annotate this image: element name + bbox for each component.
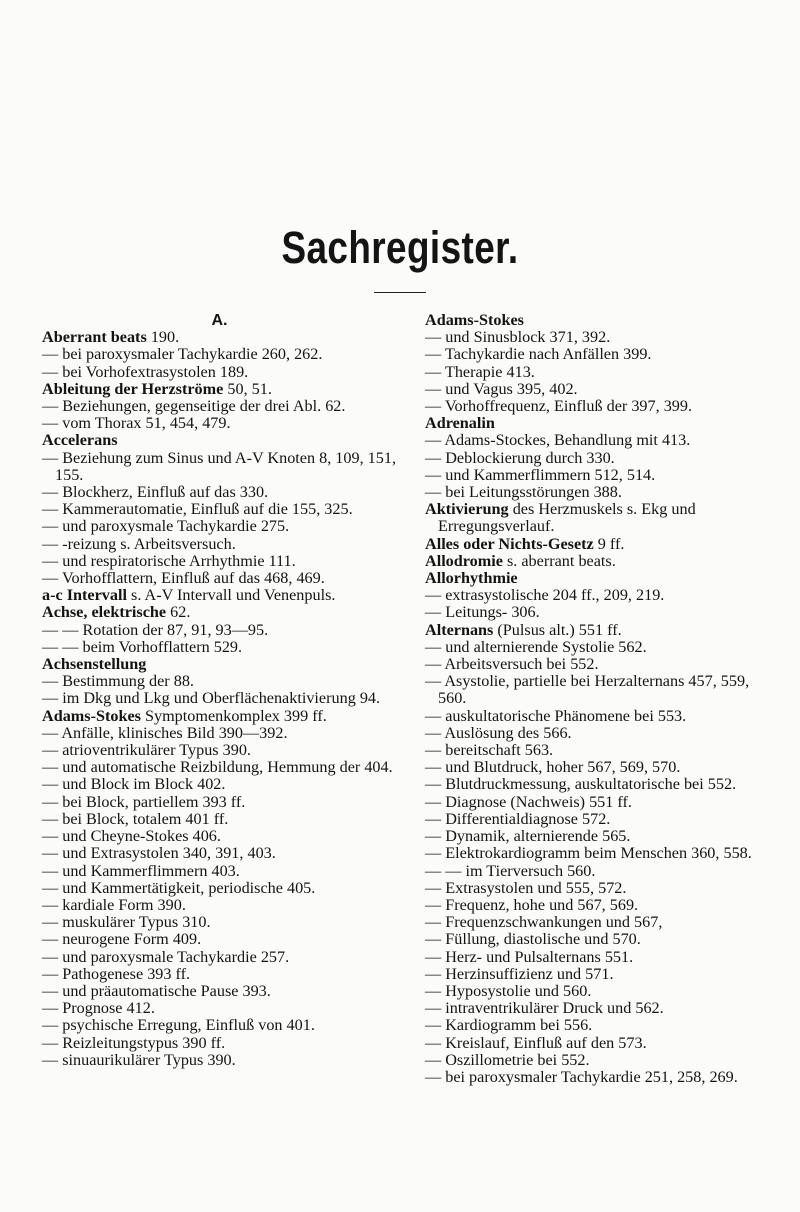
- index-entry-text: — Füllung, diastolische und 570.: [425, 930, 641, 949]
- index-entry: [42, 484, 397, 501]
- index-entry: [425, 983, 780, 1000]
- index-entry: [425, 1035, 780, 1052]
- index-entry-text: — Pathogenese 393 ff.: [42, 964, 191, 983]
- index-headword: Aktivierung: [425, 500, 509, 519]
- index-entry: [425, 828, 780, 845]
- index-entry-text: — vom Thorax 51, 454, 479.: [42, 414, 231, 433]
- index-entry: [425, 863, 780, 880]
- index-entry: [42, 364, 397, 381]
- index-entry-text: — und Sinusblock 371, 392.: [425, 328, 611, 347]
- index-headword: Allodromie: [425, 551, 503, 570]
- index-entry-text: — und Cheyne-Stokes 406.: [42, 827, 221, 846]
- index-entry: [425, 553, 780, 570]
- index-entry-text: — Hyposystolie und 560.: [425, 981, 592, 1000]
- index-entry-text: — Vorhofflattern, Einfluß auf das 468, 469.: [42, 569, 325, 588]
- index-entry-text: — Frequenz, hohe und 567, 569.: [425, 895, 639, 914]
- index-entry-text: — -reizung s. Arbeitsversuch.: [42, 534, 236, 553]
- index-headword: Aberrant beats: [42, 328, 147, 347]
- index-entry: [42, 656, 397, 673]
- index-entry: [42, 742, 397, 759]
- index-entry: [42, 381, 397, 398]
- index-entry: [42, 811, 397, 828]
- index-entry-text: — Leitungs- 306.: [425, 603, 540, 622]
- index-entry-text: — Frequenzschwankungen und 567,: [425, 913, 663, 932]
- index-entry: [42, 845, 397, 862]
- index-entry-text: — und paroxysmale Tachykardie 275.: [42, 517, 290, 536]
- section-letter: A.: [211, 312, 228, 329]
- index-entry-text: — Beziehung zum Sinus und A-V Knoten 8, 109, 151, 155.: [42, 448, 397, 484]
- index-column-left: [42, 312, 397, 1069]
- index-entry: [425, 759, 780, 776]
- index-entry: [42, 708, 397, 725]
- index-entry: [425, 432, 780, 449]
- index-entry: [425, 1052, 780, 1069]
- index-entry: [425, 467, 780, 484]
- index-entry-text: — und Kammertätigkeit, periodische 405.: [42, 878, 316, 897]
- index-entry: [42, 897, 397, 914]
- index-entry: [42, 931, 397, 948]
- index-entry-text: — muskulärer Typus 310.: [42, 913, 211, 932]
- index-entry: [42, 398, 397, 415]
- index-entry-text: — und präautomatische Pause 393.: [42, 981, 271, 1000]
- index-entry: [42, 639, 397, 656]
- index-entry: [42, 828, 397, 845]
- index-entry: [425, 1017, 780, 1034]
- index-entry: [42, 983, 397, 1000]
- index-headword: a-c Intervall: [42, 586, 127, 605]
- index-entry-text: — Oszillometrie bei 552.: [425, 1050, 590, 1069]
- index-entry: [425, 587, 780, 604]
- index-entry: [42, 949, 397, 966]
- index-entry-text: — Elektrokardiogramm beim Menschen 360, 558.: [425, 844, 752, 863]
- index-entry: [425, 776, 780, 793]
- index-entry: [42, 518, 397, 535]
- index-entry-text: — und Extrasystolen 340, 391, 403.: [42, 844, 276, 863]
- index-entry-text: — bei paroxysmaler Tachykardie 251, 258, 269.: [425, 1067, 738, 1086]
- index-entry: [425, 897, 780, 914]
- index-entry-text: — bei Leitungsstörungen 388.: [425, 483, 622, 502]
- index-entry: [42, 914, 397, 931]
- index-entry-text: — und automatische Reizbildung, Hemmung der 404.: [42, 758, 393, 777]
- index-headword: Adrenalin: [425, 414, 495, 433]
- index-entry-text: — — beim Vorhofflattern 529.: [42, 637, 243, 656]
- index-headword: Alternans: [425, 620, 494, 639]
- index-entry-text: — und alternierende Systolie 562.: [425, 637, 647, 656]
- index-entry: [42, 1017, 397, 1034]
- index-entry: [425, 381, 780, 398]
- index-entry: [42, 1000, 397, 1017]
- index-entry-text: — intraventrikulärer Druck und 562.: [425, 999, 664, 1018]
- index-entry: [42, 536, 397, 553]
- index-entry: [425, 398, 780, 415]
- index-entry: [42, 759, 397, 776]
- index-entry: [42, 863, 397, 880]
- index-entry: [425, 450, 780, 467]
- index-entry-text: — Auslösung des 566.: [425, 723, 572, 742]
- index-entry-text: — Therapie 413.: [425, 362, 535, 381]
- index-entry: [425, 1069, 780, 1086]
- index-entry-text: — Deblockierung durch 330.: [425, 448, 615, 467]
- index-entry-text: — psychische Erregung, Einfluß von 401.: [42, 1016, 315, 1035]
- index-entry-text: — Anfälle, klinisches Bild 390—392.: [42, 723, 288, 742]
- index-entry-text: — sinuaurikulärer Typus 390.: [42, 1050, 236, 1069]
- index-entry: [42, 673, 397, 690]
- index-headword: Achse, elektrische: [42, 603, 167, 622]
- index-entry-text: — Arbeitsversuch bei 552.: [425, 655, 599, 674]
- index-entry: [425, 725, 780, 742]
- index-headword: Ableitung der Herzströme: [42, 379, 224, 398]
- index-entry: [425, 501, 780, 535]
- index-entry-text: — und Block im Block 402.: [42, 775, 226, 794]
- index-entry-text: — atrioventrikulärer Typus 390.: [42, 741, 251, 760]
- index-entry: [425, 673, 780, 707]
- index-entry-text: — Kardiogramm bei 556.: [425, 1016, 593, 1035]
- entry-list-left: [42, 329, 397, 1069]
- index-entry: [42, 501, 397, 518]
- index-entry-text: — kardiale Form 390.: [42, 895, 186, 914]
- index-entry: [425, 811, 780, 828]
- index-entry: [425, 880, 780, 897]
- entry-list-right: [425, 312, 780, 1086]
- index-entry-text: — Diagnose (Nachweis) 551 ff.: [425, 792, 632, 811]
- index-entry: [425, 536, 780, 553]
- index-entry-text: des Herzmuskels s. Ekg und Erregungsverlauf.: [438, 500, 696, 536]
- index-entry-text: — Bestimmung der 88.: [42, 672, 194, 691]
- index-entry-text: — Herzinsuffizienz und 571.: [425, 964, 614, 983]
- index-entry: [42, 1035, 397, 1052]
- index-entry-text: Symptomenkomplex 399 ff.: [140, 706, 327, 725]
- index-entry: [42, 776, 397, 793]
- index-entry: [42, 880, 397, 897]
- index-entry: [42, 346, 397, 363]
- index-entry-text: — und Kammerflimmern 512, 514.: [425, 465, 656, 484]
- index-entry-text: — — im Tierversuch 560.: [425, 861, 596, 880]
- index-entry-text: — im Dkg und Lkg und Oberflächenaktivierung 94.: [42, 689, 381, 708]
- index-entry: [425, 708, 780, 725]
- index-entry-text: — Asystolie, partielle bei Herzalternans 457, 559, 560.: [425, 672, 750, 708]
- index-entry-text: — und paroxysmale Tachykardie 257.: [42, 947, 290, 966]
- index-entry: [42, 432, 397, 449]
- index-entry: [42, 690, 397, 707]
- index-entry-text: s. aberrant beats.: [502, 551, 616, 570]
- index-entry-text: — extrasystolische 204 ff., 209, 219.: [425, 586, 665, 605]
- index-headword: Achsenstellung: [42, 655, 147, 674]
- index-entry-text: — Extrasystolen und 555, 572.: [425, 878, 627, 897]
- page-title: Sachregister.: [281, 222, 519, 273]
- index-entry: [425, 329, 780, 346]
- index-entry-text: — Reizleitungstypus 390 ff.: [42, 1033, 226, 1052]
- index-entry: [425, 742, 780, 759]
- index-entry: [425, 312, 780, 329]
- index-entry-text: — Blockherz, Einfluß auf das 330.: [42, 483, 269, 502]
- index-entry: [42, 570, 397, 587]
- index-entry: [42, 587, 397, 604]
- index-entry: [425, 570, 780, 587]
- index-entry: [425, 656, 780, 673]
- index-entry-text: — und respiratorische Arrhythmie 111.: [42, 551, 296, 570]
- index-entry-text: — Beziehungen, gegenseitige der drei Abl. 62.: [42, 397, 346, 416]
- index-entry-text: — bei Block, totalem 401 ff.: [42, 809, 229, 828]
- index-entry-text: — und Vagus 395, 402.: [425, 379, 578, 398]
- index-column-right: [425, 312, 780, 1086]
- index-entry-text: — bei Block, partiellem 393 ff.: [42, 792, 246, 811]
- index-entry: [425, 966, 780, 983]
- index-headword: Adams-Stokes: [425, 311, 524, 329]
- index-entry: [425, 484, 780, 501]
- index-entry: [42, 604, 397, 621]
- index-entry: [425, 949, 780, 966]
- index-entry-text: — bereitschaft 563.: [425, 741, 554, 760]
- index-entry-text: — Adams-Stockes, Behandlung mit 413.: [425, 431, 691, 450]
- index-entry-text: — Blutdruckmessung, auskultatorische bei 552.: [425, 775, 737, 794]
- index-entry-text: (Pulsus alt.) 551 ff.: [493, 620, 622, 639]
- index-entry-text: 190.: [146, 328, 180, 347]
- index-entry-text: — Herz- und Pulsalternans 551.: [425, 947, 634, 966]
- index-entry-text: — und Blutdruck, hoher 567, 569, 570.: [425, 758, 681, 777]
- index-entry: [425, 364, 780, 381]
- index-entry: [425, 931, 780, 948]
- index-entry-text: — Kammerautomatie, Einfluß auf die 155, 325.: [42, 500, 353, 519]
- index-entry: [425, 415, 780, 432]
- index-headword: Adams-Stokes: [42, 706, 141, 725]
- index-entry: [42, 329, 397, 346]
- title-divider: [374, 292, 426, 293]
- index-entry: [425, 794, 780, 811]
- index-entry-text: — Dynamik, alternierende 565.: [425, 827, 631, 846]
- index-entry: [42, 553, 397, 570]
- index-entry-text: — bei Vorhofextrasystolen 189.: [42, 362, 249, 381]
- index-entry: [425, 604, 780, 621]
- index-entry-text: 9 ff.: [593, 534, 625, 553]
- index-entry-text: — Kreislauf, Einfluß auf den 573.: [425, 1033, 647, 1052]
- index-headword: Accelerans: [42, 431, 118, 450]
- index-entry: [425, 622, 780, 639]
- index-entry: [425, 639, 780, 656]
- index-entry: [42, 794, 397, 811]
- index-headword: Allorhythmie: [425, 569, 518, 588]
- index-entry-text: — bei paroxysmaler Tachykardie 260, 262.: [42, 345, 323, 364]
- index-entry: [42, 415, 397, 432]
- index-headword: Alles oder Nichts-Gesetz: [425, 534, 594, 553]
- index-entry-text: — Prognose 412.: [42, 999, 155, 1018]
- index-entry-text: — Differentialdiagnose 572.: [425, 809, 611, 828]
- index-entry: [425, 346, 780, 363]
- index-entry-text: — Vorhoffrequenz, Einfluß der 397, 399.: [425, 397, 693, 416]
- index-entry-text: 62.: [166, 603, 191, 622]
- index-entry: [42, 1052, 397, 1069]
- index-entry-text: — Tachykardie nach Anfällen 399.: [425, 345, 652, 364]
- index-entry: [425, 914, 780, 931]
- index-entry-text: s. A-V Intervall und Venenpuls.: [126, 586, 336, 605]
- index-entry: [425, 1000, 780, 1017]
- index-entry-text: — auskultatorische Phänomene bei 553.: [425, 706, 687, 725]
- index-entry-text: — und Kammerflimmern 403.: [42, 861, 240, 880]
- index-entry: [42, 450, 397, 484]
- index-entry: [42, 622, 397, 639]
- index-entry-text: — — Rotation der 87, 91, 93—95.: [42, 620, 269, 639]
- index-entry-text: — neurogene Form 409.: [42, 930, 202, 949]
- index-entry-text: 50, 51.: [223, 379, 272, 398]
- index-entry: [42, 725, 397, 742]
- index-entry: [425, 845, 780, 862]
- index-entry: [42, 966, 397, 983]
